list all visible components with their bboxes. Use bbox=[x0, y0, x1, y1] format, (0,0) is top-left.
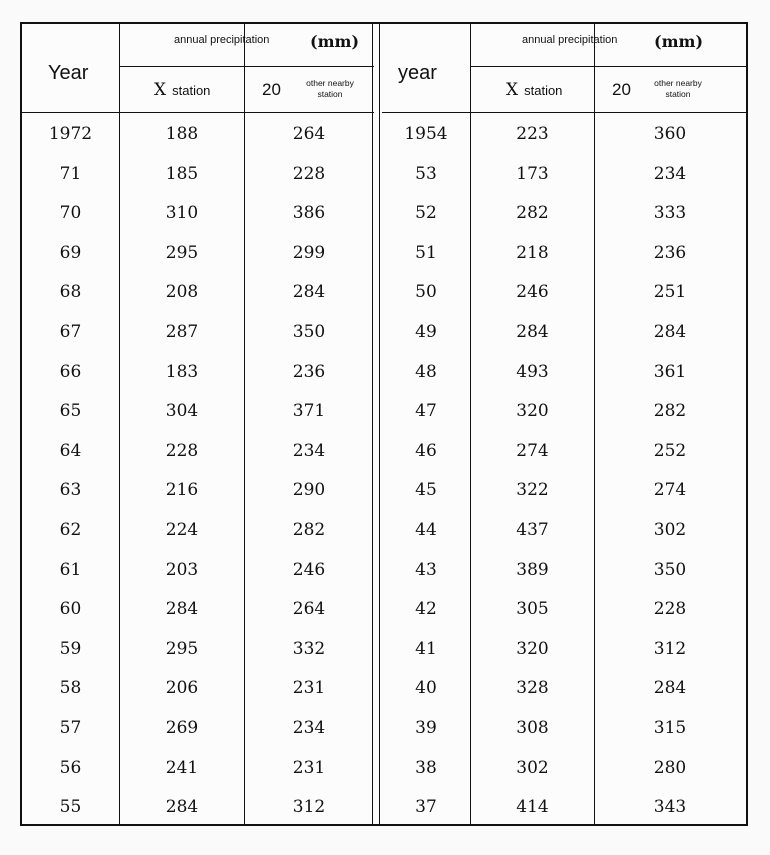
unit-header: (mm) bbox=[654, 32, 704, 51]
x-station-cell: 183 bbox=[165, 361, 199, 382]
other-station-cell: 333 bbox=[653, 203, 687, 224]
x-station-cell: 287 bbox=[165, 322, 199, 342]
other-station-cell: 234 bbox=[292, 440, 326, 461]
year-cell: 55 bbox=[59, 797, 82, 818]
other-station-cell: 302 bbox=[653, 520, 687, 540]
other-station-cell: 280 bbox=[653, 757, 687, 778]
table-row bbox=[382, 235, 746, 274]
year-cell: 60 bbox=[59, 599, 82, 620]
x-station-cell: 203 bbox=[165, 559, 199, 580]
year-cell: 56 bbox=[59, 757, 82, 778]
x-station-cell: 274 bbox=[516, 440, 549, 461]
table-row bbox=[382, 552, 746, 591]
other-station-cell: 264 bbox=[292, 124, 326, 144]
x-station-cell: 216 bbox=[165, 480, 199, 501]
other-station-cell: 234 bbox=[653, 163, 687, 184]
table-row bbox=[22, 433, 374, 472]
x-station-cell: 246 bbox=[516, 282, 549, 303]
unit-text: mm bbox=[661, 32, 696, 51]
right-half-table bbox=[382, 24, 746, 824]
other-station-cell: 371 bbox=[292, 401, 326, 422]
header-bottom-rule bbox=[22, 112, 374, 113]
table-row bbox=[22, 314, 374, 353]
other-station-header bbox=[292, 78, 368, 100]
x-station-cell: 208 bbox=[165, 282, 199, 303]
other-station-cell: 264 bbox=[292, 599, 326, 620]
table-row bbox=[382, 710, 746, 749]
x-station-label: station bbox=[172, 83, 211, 98]
table-row bbox=[22, 670, 374, 709]
other-station-cell: 231 bbox=[292, 678, 326, 699]
other-station-cell: 332 bbox=[292, 638, 326, 659]
x-station-cell: 284 bbox=[165, 599, 199, 620]
table-row bbox=[382, 156, 746, 195]
unit-text: mm bbox=[317, 32, 352, 51]
year-cell: 46 bbox=[415, 440, 437, 461]
x-station-cell: 295 bbox=[165, 638, 199, 659]
x-station-cell: 223 bbox=[516, 124, 549, 144]
other-station-cell: 236 bbox=[653, 242, 687, 263]
year-cell: 65 bbox=[59, 401, 82, 422]
annual-precipitation-header: annual precipitation bbox=[174, 34, 270, 46]
table-row bbox=[382, 274, 746, 313]
x-station-label: station bbox=[524, 83, 563, 98]
unit-header: (mm) bbox=[310, 32, 360, 51]
x-station-cell: 310 bbox=[165, 203, 199, 224]
year-header: Year bbox=[48, 62, 89, 84]
x-station-cell: 305 bbox=[516, 599, 549, 620]
other-station-cell: 350 bbox=[292, 322, 326, 342]
year-cell: 67 bbox=[59, 322, 82, 342]
x-symbol: X bbox=[506, 80, 519, 100]
table-row bbox=[382, 750, 746, 789]
table-row bbox=[22, 472, 374, 511]
x-station-cell: 218 bbox=[516, 242, 549, 263]
table-row bbox=[22, 354, 374, 393]
table-row bbox=[382, 116, 746, 155]
year-cell: 1954 bbox=[404, 124, 448, 144]
year-cell: 38 bbox=[415, 757, 437, 778]
other-station-cell: 284 bbox=[653, 678, 687, 699]
other-station-cell: 282 bbox=[653, 401, 687, 422]
year-cell: 64 bbox=[59, 440, 82, 461]
year-cell: 45 bbox=[415, 480, 437, 501]
year-cell: 1972 bbox=[48, 124, 93, 144]
subheader-rule bbox=[470, 66, 746, 67]
table-row bbox=[382, 591, 746, 630]
year-cell: 61 bbox=[59, 559, 82, 580]
table-row bbox=[22, 512, 374, 551]
table-row bbox=[382, 512, 746, 551]
x-station-cell: 295 bbox=[165, 242, 199, 263]
other-station-cell: 361 bbox=[653, 361, 687, 382]
other-station-cell: 315 bbox=[653, 718, 687, 738]
annual-precipitation-header: annual precipitation bbox=[522, 34, 618, 46]
table-row bbox=[22, 274, 374, 313]
table-row bbox=[382, 433, 746, 472]
year-cell: 58 bbox=[59, 678, 82, 699]
twenty-header: 20 bbox=[262, 80, 281, 99]
other-station-cell: 299 bbox=[292, 242, 326, 263]
other-station-header bbox=[640, 78, 716, 100]
x-station-cell: 173 bbox=[516, 163, 549, 184]
table-row bbox=[382, 393, 746, 432]
x-station-cell: 322 bbox=[516, 480, 549, 501]
other-station-cell: 290 bbox=[292, 480, 326, 501]
year-cell: 51 bbox=[415, 242, 437, 263]
table-row bbox=[382, 195, 746, 234]
table-row bbox=[22, 393, 374, 432]
other-station-cell: 284 bbox=[292, 282, 326, 303]
other-station-cell: 282 bbox=[292, 520, 326, 540]
header-bottom-rule bbox=[382, 112, 746, 113]
x-station-cell: 320 bbox=[516, 401, 549, 422]
year-cell: 48 bbox=[415, 361, 437, 382]
x-station-cell: 269 bbox=[165, 718, 199, 738]
other-station-cell: 360 bbox=[653, 124, 687, 144]
x-station-cell: 241 bbox=[165, 757, 199, 778]
year-cell: 59 bbox=[59, 638, 82, 659]
year-cell: 52 bbox=[415, 203, 437, 224]
year-cell: 39 bbox=[415, 718, 437, 738]
year-cell: 69 bbox=[59, 242, 82, 263]
x-station-cell: 437 bbox=[516, 520, 549, 540]
other-station-cell: 228 bbox=[292, 163, 326, 184]
table-row bbox=[22, 591, 374, 630]
year-cell: 50 bbox=[415, 282, 437, 303]
x-station-cell: 389 bbox=[516, 559, 549, 580]
year-cell: 57 bbox=[59, 718, 82, 738]
year-cell: 53 bbox=[415, 163, 437, 184]
twenty-header: 20 bbox=[612, 80, 631, 99]
x-station-cell: 282 bbox=[516, 203, 549, 224]
other-station-cell: 246 bbox=[292, 559, 326, 580]
x-station-cell: 302 bbox=[516, 757, 549, 778]
other-station-cell: 343 bbox=[653, 797, 687, 818]
x-station-cell: 188 bbox=[165, 124, 199, 144]
year-cell: 40 bbox=[415, 678, 437, 699]
x-station-cell: 320 bbox=[516, 638, 549, 659]
other-station-line1: other nearby bbox=[654, 78, 702, 88]
year-header: year bbox=[398, 62, 437, 84]
x-station-cell: 185 bbox=[165, 163, 199, 184]
table-row bbox=[22, 116, 374, 155]
x-station-cell: 328 bbox=[516, 678, 549, 699]
other-station-cell: 231 bbox=[292, 757, 326, 778]
year-cell: 47 bbox=[415, 401, 437, 422]
year-cell: 70 bbox=[59, 203, 82, 224]
year-cell: 43 bbox=[415, 559, 437, 580]
left-half-table bbox=[22, 24, 374, 824]
year-cell: 41 bbox=[415, 638, 437, 659]
other-station-cell: 350 bbox=[653, 559, 687, 580]
x-station-cell: 304 bbox=[165, 401, 199, 422]
table-row bbox=[382, 314, 746, 353]
table-row bbox=[382, 472, 746, 511]
other-station-cell: 236 bbox=[292, 361, 326, 382]
year-cell: 44 bbox=[415, 520, 437, 540]
x-station-header bbox=[154, 80, 210, 100]
other-station-cell: 251 bbox=[653, 282, 687, 303]
table-row bbox=[382, 631, 746, 670]
x-station-cell: 414 bbox=[516, 797, 549, 818]
table-row bbox=[382, 789, 746, 828]
other-station-cell: 312 bbox=[653, 638, 687, 659]
other-station-cell: 234 bbox=[292, 718, 326, 738]
year-cell: 62 bbox=[59, 520, 82, 540]
other-station-cell: 228 bbox=[653, 599, 687, 620]
table-row bbox=[382, 670, 746, 709]
table-row bbox=[22, 552, 374, 591]
year-cell: 71 bbox=[59, 163, 82, 184]
table-row bbox=[22, 195, 374, 234]
other-station-cell: 284 bbox=[653, 322, 687, 342]
table-row bbox=[22, 789, 374, 828]
x-station-cell: 308 bbox=[516, 718, 549, 738]
other-station-cell: 312 bbox=[292, 797, 326, 818]
other-station-cell: 252 bbox=[653, 440, 687, 461]
year-cell: 42 bbox=[415, 599, 437, 620]
other-station-cell: 274 bbox=[653, 480, 687, 501]
table-row bbox=[382, 354, 746, 393]
x-symbol: X bbox=[154, 80, 167, 100]
table-row bbox=[22, 156, 374, 195]
x-station-cell: 493 bbox=[516, 361, 549, 382]
other-station-line2: station bbox=[317, 89, 343, 99]
year-cell: 66 bbox=[59, 361, 82, 382]
other-station-cell: 386 bbox=[292, 203, 326, 224]
table-row bbox=[22, 631, 374, 670]
table-row bbox=[22, 750, 374, 789]
other-station-line1: other nearby bbox=[306, 78, 354, 88]
x-station-header bbox=[506, 80, 562, 100]
table-row bbox=[22, 710, 374, 749]
year-cell: 63 bbox=[59, 480, 82, 501]
x-station-cell: 206 bbox=[165, 678, 199, 699]
precipitation-table bbox=[20, 22, 748, 826]
x-station-cell: 284 bbox=[165, 797, 199, 818]
year-cell: 49 bbox=[415, 322, 437, 342]
x-station-cell: 284 bbox=[516, 322, 549, 342]
subheader-rule bbox=[119, 66, 374, 67]
x-station-cell: 228 bbox=[165, 440, 199, 461]
year-cell: 68 bbox=[59, 282, 82, 303]
x-station-cell: 224 bbox=[165, 520, 199, 540]
table-row bbox=[22, 235, 374, 274]
other-station-line2: station bbox=[665, 89, 691, 99]
year-cell: 37 bbox=[415, 797, 437, 818]
